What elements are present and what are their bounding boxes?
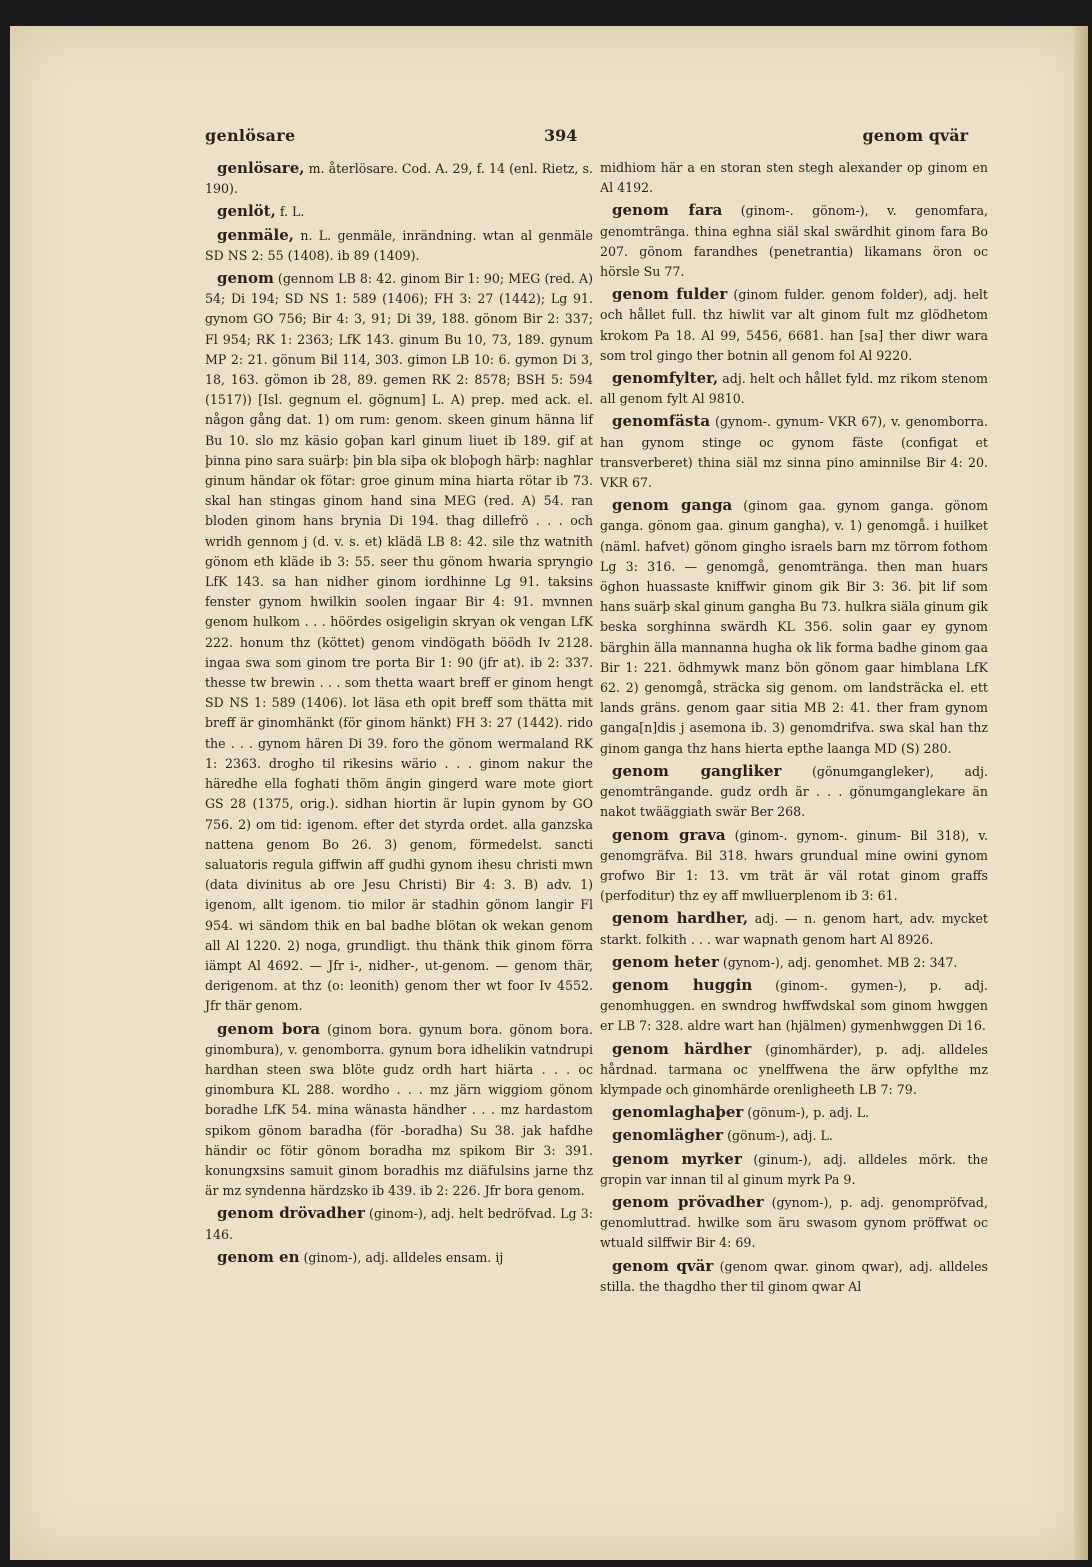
entry-headword: genom drövadher (217, 1204, 365, 1223)
entry-headword: genom en (217, 1247, 300, 1266)
entry-definition: (ginom gaa. gynom ganga. gönom ganga. gönom gaa. ginum gangha), v. 1) genomgå. i huilket (näml. hafvet) gönom gingho israels barn mz törrom fothom Lg 3: 316. — genomgå, genomtränga. then man huars öghon huassaste kniffwir ginom gik Bir 3: 36. þit lif som hans suärþ skal ginum gangha Bu 73. hulkra siäla ginum gik beska sorghinna swärdh KL 356. solin gaar ey gynom bärghin älla mannanna hugha ok lik forma badhe ginom gaa Bir 1: 221. ödhmywk manz bön gönom gaar himblana LfK 62. 2) genomgå, sträcka sig genom. om landsträcka el. ett lands gräns. genom gaar sitia MB 2: 41. ther fram gynom ganga[n]dis j asemona ib. 3) genomdrifva. swa skal han thz ginom ganga thz hans hierta epthe laanga MD (S) 280. (600, 498, 989, 756)
entry-definition: (gönum-), adj. L. (727, 1128, 833, 1144)
entry-definition: (gönum-), p. adj. L. (747, 1105, 870, 1121)
left-column (205, 158, 593, 1270)
dictionary-entry (205, 201, 593, 222)
entry-definition: (gönumgangleker), adj. genomträngande. gudz ordh är . . . gönumganglekare än nakot twääggiath swär Ber 268. (600, 763, 988, 820)
entry-definition: adj. — n. genom hart, adv. mycket starkt. folkith . . . war wapnath genom hart Al 8926. (600, 911, 988, 947)
dictionary-entry (205, 158, 593, 199)
dictionary-entry (600, 200, 988, 282)
entry-definition: (gynom-. gynum- VKR 67), v. genomborra. han gynom stinge oc gynom fäste (configat et transverberet) thina siäl mz sinna pino aminnilse Bir 4: 20. VKR 67. (600, 414, 988, 491)
dictionary-entry (600, 761, 988, 823)
entry-headword: genomfylter, (612, 369, 719, 388)
dictionary-entry (205, 1247, 593, 1268)
entry-headword: genom fara (612, 201, 723, 220)
dictionary-page (10, 26, 1088, 1560)
running-header (10, 126, 1088, 156)
entry-definition: (ginom-), adj. helt bedröfvad. Lg 3: 146. (205, 1206, 593, 1242)
page-edge (1074, 26, 1088, 1560)
dictionary-entry (600, 368, 988, 409)
dictionary-entry (600, 1125, 988, 1146)
entry-headword: genom ganga (612, 496, 733, 515)
dictionary-entry (600, 411, 988, 493)
entry-headword: genom hardher, (612, 909, 749, 928)
entry-definition: (ginom-. gönom-), v. genomfara, genomtränga. thina eghna siäl skal swärdhit ginom fara Bo 207. gönom farandhes (penetrantia) likamans öron oc hörsle Su 77. (600, 203, 988, 280)
dictionary-entry (205, 225, 593, 266)
entry-headword: genom gangliker (612, 761, 782, 780)
dictionary-entry (205, 268, 593, 1017)
entry-headword: genmäle, (217, 225, 294, 244)
dictionary-entry (600, 1102, 988, 1123)
dictionary-entry (205, 1203, 593, 1244)
entry-definition: (ginum-), adj. alldeles mörk. the gropin var innan til al ginum myrk Pa 9. (600, 1151, 988, 1187)
entry-headword: genomlägher (612, 1126, 724, 1145)
entry-headword: genom prövadher (612, 1192, 764, 1211)
entry-headword: genomfästa (612, 412, 711, 431)
entry-headword: genom heter (612, 952, 719, 971)
dictionary-entry (600, 975, 988, 1037)
header-right-guide-word: genom qvär (862, 126, 968, 145)
entry-definition: (ginom-. gynom-. ginum- Bil 318), v. genomgräfva. Bil 318. hwars grundual mine owini gynom grofwo Bir 1: 13. vm trät är väl rotat ginom graffs (perfoditur) thz ey aff mwlluerplenom ib 3: 61. (600, 827, 988, 904)
dictionary-entry (600, 908, 988, 949)
entry-definition: (ginomhärder), p. adj. alldeles hårdnad. tarmana oc ynelffwena the ärw opfylthe mz klympade och ginomhärde orenligheeth LB 7: 79. (600, 1041, 988, 1097)
entry-headword: genlösare, (217, 159, 305, 177)
dictionary-entry (600, 284, 988, 366)
right-column (600, 158, 988, 1299)
entry-definition: midhiom här a en storan sten stegh alexander op ginom en Al 4192. (600, 160, 988, 196)
entry-definition: (ginom fulder. genom folder), adj. helt och hållet full. thz hiwlit var alt ginom fult mz glödhetom krokom Pa 18. Al 99, 5456, 6681. han [sa] ther diwr wara som trol gingo ther botnin all genom fol Al 9220. (600, 287, 988, 363)
entry-definition: (genom qwar. ginom qwar), adj. alldeles stilla. the thagdho ther til ginom qwar Al (600, 1258, 988, 1294)
entry-headword: genomlaghaþer (612, 1103, 744, 1122)
entry-headword: genom huggin (612, 975, 753, 994)
entry-headword: genom grava (612, 825, 726, 844)
entry-definition: (ginom bora. gynum bora. gönom bora. ginombura), v. genomborra. gynum bora idhelikin vatndrupi hardhan steen swa blöte gudz ordh hart hiärta . . . oc ginombura KL 288. wordho . . . mz järn wiggiom gönom boradhe LfK 54. mina wänasta händher . . . mz hardastom spikom gönom baradha (för -boradha) Su 38. jak hafdhe händir oc fötir gönom boradha mz spikom Bir 3: 391. konungxsins samuit ginom boradhis mz diäfulsins jarne thz är mz syndenna härdzsko ib 439. ib 2: 226. Jfr bora genom. (205, 1021, 593, 1199)
entry-definition: adj. helt och hållet fyld. mz rikom stenom all genom fylt Al 9810. (600, 371, 988, 407)
dictionary-entry (600, 825, 988, 907)
entry-definition: f. L. (279, 204, 305, 220)
header-left-guide-word: genlösare (205, 126, 296, 145)
dictionary-entry (600, 1149, 988, 1190)
entry-headword: genom (217, 269, 274, 288)
entry-definition: (ginom-. gymen-), p. adj. genomhuggen. en swndrog hwffwdskal som ginom hwggen er LB 7: 328. aldre wart han (hjälmen) gymenhwggen Di 16. (600, 977, 988, 1034)
entry-definition: (ginom-), adj. alldeles ensam. ij (303, 1249, 504, 1265)
dictionary-entry (600, 1256, 988, 1297)
dictionary-entry (600, 158, 988, 198)
page-number: 394 (544, 126, 578, 145)
dictionary-entry (600, 1039, 988, 1101)
entry-definition: (gynom-), p. adj. genompröfvad, genomluttrad. hwilke som äru swasom gynom pröffwat oc wtuald silffwir Bir 4: 69. (600, 1194, 988, 1251)
entry-headword: genom härdher (612, 1039, 752, 1058)
dictionary-entry (205, 1019, 593, 1202)
entry-definition: (gennom LB 8: 42. ginom Bir 1: 90; MEG (red. A) 54; Di 194; SD NS 1: 589 (1406); FH 3: 27 (1442); Lg 91. gynom GO 756; Bir 4: 3, 91; Di 39, 188. gönom Bir 2: 337; Fl 954; RK 1: 2363; LfK 143. ginum Bu 10, 73, 189. gynum MP 2: 21. gönum Bil 114, 303. gimon LB 10: 6. gymon Di 3, 18, 163. gömon ib 28, 89. gemen RK 2: 8578; BSH 5: 594 (1517)) [Isl. gegnum el. gögnum] L. A) prep. med ack. el. någon gång dat. 1) om rum: genom. skeen ginum hänna lif Bu 10. slo mz käsio goþan karl ginum liuet ib 189. gif at þinna pino sara suärþ: þin bla siþa ok bloþogh härþ: naghlar ginum händar ok fötar: groe ginum mina hiarta rötar ib 73. skal han stingas ginom hand sina MEG (red. A) 54. ran bloden ginom hans brynia Di 194. thag dillefrö . . . och wridh gennom j (d. v. s. et) klädä LB 8: 42. sile thz watnith gönom eth kläde ib 3: 55. seer thu gönom hwaria spryngio LfK 143. sa han nidher ginom iordhinne Lg 91. taksins fenster gynom hwilkin soolen ingaar Bir 4: 91. mvnnen genom hulkom . . . höördes osigeligin skryan ok vengan LfK 222. honum thz (köttet) genom vindögath böödh Iv 2128. ingaa swa som ginom tre porta Bir 1: 90 (jfr at). ib 2: 337. thesse tw brewin . . . som thetta waart breff er ginom hengt SD NS 1: 589 (1406). lot läsa eth opit breff som thätta mit breff är ginomhänkt (för ginom hänkt) FH 3: 27 (1442). rido the . . . gynom hären Di 39. foro the gönom wermaland RK 1: 2363. drogho til rikesins wärio . . . ginom nakur the häredhe ella foghati thöm ängin gingerd ware mote giort GS 28 (1375, orig.). sidhan hiortin är lupin gynom by GO 756. 2) om tid: igenom. efter det styrda ordet. alla ganzska nattena genom Bo 26. 3) genom, förmedelst. sancti saluatoris regula giffwin aff gudhi gynom ihesu christi mwn (data divinitus ab ore Jesu Christi) Bir 4: 3. B) adv. 1) igenom, allt igenom. tio milor är stadhin gönom langir Fl 954. wi sändom thik en bal badhe blötan ok wekan genom all Al 1220. 2) noga, grundligt. thu thänk thik ginom förra iämpt Al 4692. — Jfr i-, nidher-, ut-genom. — genom thär, derigenom. at thz (o: leonith) genom ther wt foor Iv 4552. Jfr thär genom. (205, 271, 593, 1014)
entry-definition: m. återlösare. Cod. A. 29, f. 14 (enl. Rietz, s. 190). (205, 161, 593, 197)
entry-headword: genom bora (217, 1019, 321, 1038)
entry-headword: genlöt, (217, 202, 276, 221)
entry-headword: genom qvär (612, 1256, 714, 1275)
entry-definition: (gynom-), adj. genomhet. MB 2: 347. (722, 954, 958, 970)
entry-definition: n. L. genmäle, inrändning. wtan al genmäle SD NS 2: 55 (1408). ib 89 (1409). (205, 227, 593, 263)
dictionary-entry (600, 1192, 988, 1254)
entry-headword: genom myrker (612, 1149, 742, 1168)
dictionary-entry (600, 495, 988, 759)
entry-headword: genom fulder (612, 285, 728, 304)
dictionary-entry (600, 952, 988, 973)
